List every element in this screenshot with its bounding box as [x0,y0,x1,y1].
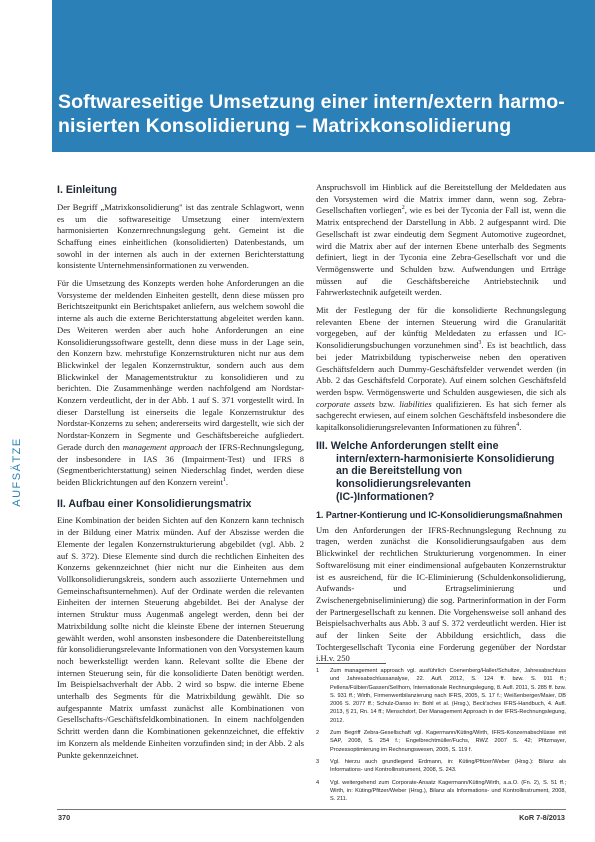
text-run: . [225,476,229,487]
italic-term: corporate assets [316,398,375,409]
text-run: Mit der Festlegung der für die konsolidierte Rechnungslegung relevanten Ebene der internen Steuerung wird die Granularität vorgegeben, auf der künftig Meldedaten zu erfassen und IC-Konsolidierungsbuchungen vorzunehmen sind [316,305,566,351]
text-run: t [220,476,223,487]
requirements-paragraph-1: Um den Anforderungen der IFRS-Rechnungslegung Rechnung zu tragen, werden zunächst die Konsolidierungsaufgaben aus dem Blickwinkel der rechtlichen Strukturierung vorgenommen. In einer Softwarelösung mit einer eindimensional aufgebauten Konzernstruktur ist es ausreichend, für die IC-Eliminierung (Schuldenkonsolidierung, Aufwands- und Ertragseliminierung und Zwischenergebniseliminierung) die sog. Partnerinformation in der Form der Partnergesellschaft zu kennen. Die Vorgehensweise soll anhand des Beispielsachverhalts aus Abb. 3 auf S. 372 verdeutlicht werden. Hier ist auf der linken Seite der Abbildung ersichtlich, dass die Tochtergesellschaft Tyconia eine Forderung gegenüber der Nordstar i.H.v. 250 [316,524,566,664]
intro-paragraph-1: Der Begriff „Matrixkonsolidierung" ist das zentrale Schlagwort, wenn es um die softwareseitige Umsetzung einer intern/extern harmonisierten Konzernrechnungslegung geht. Gemeint ist die Schaffung eines einheitlichen (konsolidierten) Datenbestands, um sowohl in der internen als auch in der externen Berichterstattung konsistente Unternehmensinformationen zu verwenden. [57,201,304,271]
italic-term: management approach [122,441,203,452]
italic-term: liabilities [399,398,432,409]
footnote-text: Vgl. weitergehend zum Corporate-Ansatz Kagermann/Küting/Wirth, a.a.O. (Fn. 2), S. 51 ff.; Wirth, in: Küting/Pfitzer/Weber (Hrsg.), Bilanz als Informations- und Kontrollinstrument, 2008, S. 211. [330,779,566,803]
footnote-number: 4 [316,779,320,786]
footnote-ref[interactable]: 1 [222,477,226,484]
footnote-number: 2 [316,730,320,737]
text-run: Anspruchsvoll im Hinblick auf die Bereitstellung der Meldedaten aus den Vorsystemen wird die Matrix immer dann, wenn sog. Zebra-Gesellschaften vorliegen [316,182,566,216]
section-heading-requirements: III. Welche Anforderungen stellt eine intern/extern-harmonisierte Konsolidierung an die Bereitstellung von konsolidierungsrelevanten (IC-)Informationen? [316,439,555,503]
text-run: , wie es bei der Tyconia der Fall ist, wenn die Matrix entsprechend der Darstellung in Abb. 2 aufgespannt wird. Die Gesellschaft ist zwar eindeutig dem Segment Automotive zugeordnet, wird die Matrix aber auf der internen Ebene unterhalb des Segments definiert, liegt in der Tyconia eine Zebra-Gesellschaft vor und die Vermögenswerte und Schulden bzw. Aufwendungen und Erträge müssen auf die Geschäftsbereiche Antriebstechnik und Fahrwerkstechnik aufgeteilt werden. [316,205,566,298]
intro-paragraph-2 [57,278,304,489]
text-run: bzw. [374,398,400,409]
footnote-divider [316,663,386,664]
footnote-number: 1 [316,668,320,674]
footnote [316,667,566,725]
section-heading-matrix: II. Aufbau einer Konsolidierungsmatrix [57,497,252,510]
footnote [316,758,566,775]
article-title: Softwareseitige Umsetzung einer intern/extern harmo-nisierten Konsolidierung – Matrixkonsolidierung [58,91,565,137]
footer-divider [57,809,566,810]
right-paragraph-2 [316,305,566,434]
footnote-text: Zum Begriff Zebra-Gesellschaft vgl. Kagermann/Küting/Wirth, IFRS-Konzernabschlüsse mit SAP, 2008, S. 254 f.; Engelbrechtmüller/Fuchs, RWZ 2007 S. 42; Pfitzmayer, Prozessoptimierung im Rechnungswesen, 2005, S. 119 f. [330,730,566,753]
text-run: Für die Umsetzung des Konzepts werden hohe Anforderungen an die Vorsysteme der meldenden Einheiten gestellt, denn diese müssen pro Berichtszeitpunkt ein Berichtspaket anliefern, aus welchem sowohl die interne als auch die externe Berichterstattung abgeleitet werden kann. Des Weiteren werden aber auch hohe Anforderungen an eine Konsolidierungssoftware gestellt, denn diese muss in der Lage sein, den Konzern bzw. mehrstufige Konzernstrukturen nicht nur aus dem Blickwinkel der legalen Konzernstruktur, sondern auch aus dem Blickwinkel der Managementstruktur zu konsolidieren und zu berichten. Die Zusammenhänge werden nachfolgend am Nordstar-Konzern verdeutlicht, der in der Abb. 1 auf S. 371 vorgestellt wird. In dieser Darstellung ist einerseits die legale Konzernstruktur des Nordstar-Konzerns zu sehen; andererseits wird dargestellt, wie sich der Nordstar-Konzern in Segmente und Geschäftsbereiche aufgliedert. Gerade durch den [57,278,304,452]
footnote-text: Zum management approach vgl. ausführlich Coenenberg/Haller/Schultze, Jahresabschluss und Jahresabschlussanalyse, 22. Aufl. 2012, S. 124 ff. bzw. S. 911 ff.; Pellens/Fülbier/Gassen/Sellhorn, Internationale Rechnungslegung, 8. Aufl. 2011, S. 285 ff. bzw. S. 931 ff.; Wirth, Firmenwertbilanzierung nach IFRS, 2005, S. 17 f.; Weißenberger/Maier, DB 2006 S. 2077 ff.; Schulz-Danso in: Bohl et al. (Hrsg.), Beck'sches IFRS-Handbuch, 4. Aufl. 2013, § 21, Rn. 14 ff.; Menschdorf, Der Management Approach in der IFRS-Rechnungslegung, 2012. [330,668,566,724]
text-run: . [519,422,522,433]
section-side-label [10,417,24,527]
matrix-paragraph-1: Eine Kombination der beiden Sichten auf den Konzern kann technisch in der Bildung einer Matrix münden. Auf der Abszisse werden die Elemente der legalen Konzernstrukturierung abgebildet (vgl. Abb. 2 auf S. 372). Diese Elemente sind durch die rechtlichen Einheiten des Konzerns gekennzeichnet (hier nicht nur die Einheiten aus dem Vollkonsolidierungskreis, sondern auch assoziierte Unternehmen und Gemeinschaftsunternehmen). Auf der Ordinate werden die relevanten Einheiten der internen Steuerung abgebildet. Bei der Analyse der internen Struktur muss Augenmaß angelegt werden, denn bei der Matrixbildung sollte nicht die kleinste Ebene der internen Steuerung gewählt werden, wohl ansonsten insbesondere die Datenbereitstellung für konsolidierungsrelevante Informationen von den Vorsystemen kaum noch bewerkstelligt werden kann. Relevant sollte die Ebene der internen Steuerung sein, für die konsolidierte Daten benötigt werden. Im Beispielsachverhalt der Abb. 2 wird so bspw. die interne Ebene unterhalb des Segments für die Matrixbildung gewählt. Die so aufgespannte Matrix umfasst zunächst alle Kombinationen von Gesellschafts-/Geschäftsfeldkombinationen. In einem nachfolgenden Schritt werden dann die Kombinationen gekennzeichnet, die effektiv im Konzern als meldende Einheiten vorzufinden sind; in der Abb. 2 als Punkte gekennzeichnet. [57,515,304,760]
footnote [316,779,566,804]
text-run: der IFRS-Rechnungslegung, der insbesondere in IAS 36 (Impairment-Test) und IFRS 8 (Segmentberichterstattung) seinen Niederschlag findet, werden diese beiden Blickrichtungen auf den Konzern verein [57,441,304,487]
section-heading-intro: I. Einleitung [57,184,118,196]
footnotes [316,667,566,807]
footnote-ref[interactable]: 4 [516,422,520,429]
footnote [316,729,566,754]
text-run: qualifizieren. Es hat sich ferner als sachgerecht erwiesen, auf einem solchen Geschäftsfeld insbesondere die kapitalkonsolidierungsrelevanten Informationen zu führen [316,398,566,433]
left-column [57,182,304,767]
footnote-ref[interactable]: 3 [478,340,482,347]
page-number: 370 [58,813,71,822]
right-column [316,182,566,671]
subsection-heading-partner: 1. Partner-Kontierung und IC-Konsolidierungsmaßnahmen [316,509,563,520]
journal-issue: KoR 7-8/2013 [519,813,565,822]
footnote-number: 3 [316,758,320,765]
footnote-ref[interactable]: 2 [401,205,405,212]
footnote-text: Vgl. hierzu auch grundlegend Erdmann, in: Küting/Pfitzer/Weber (Hrsg.): Bilanz als Informations- und Kontrollinstrument, 2008, S. 243. [330,758,566,774]
right-paragraph-1 [316,182,566,299]
text-run: . Es ist beachtlich, dass bei jeder Matrixbildung typischerweise neben den operativen Geschäftsfeldern auch Dummy-Geschäftsfelder verwendet werden (in Abb. 2 das Geschäftsfeld Corporate). Auf einem solchen Geschäftsfeld werden bspw. Vermögenswerte und Schulden ausgewiesen, die sich als [316,340,566,397]
side-label-text: AUFSÄTZE [11,437,23,507]
